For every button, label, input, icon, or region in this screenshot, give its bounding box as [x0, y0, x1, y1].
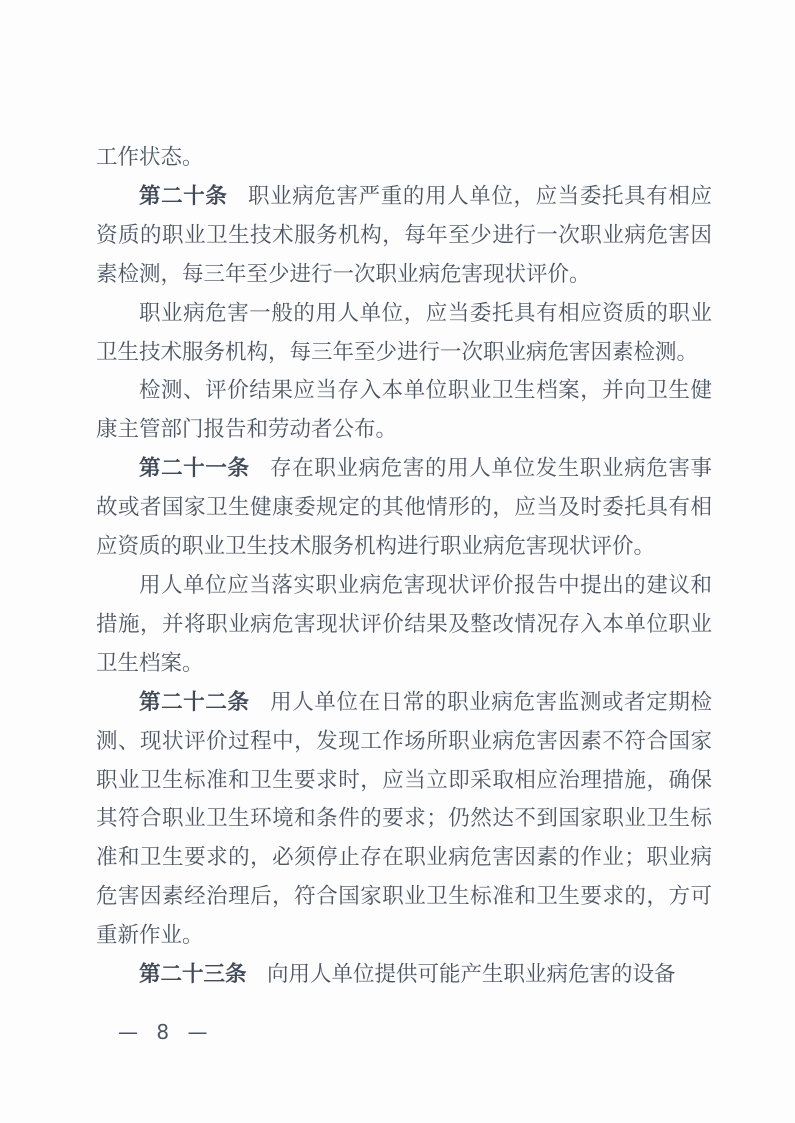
paragraph-article-20: [96, 178, 712, 295]
article-heading: 第二十条: [139, 183, 228, 209]
article-heading: 第二十二条: [139, 689, 250, 715]
article-heading: 第二十三条: [139, 962, 247, 988]
page-number: — 8 —: [118, 1020, 209, 1044]
paragraph-continuation: [96, 139, 712, 178]
paragraph-text: 职业病危害严重的用人单位，应当委托具有相应资质的职业卫生技术服务机构，每年至少进行一次职业病危害因素检测，每三年至少进行一次职业病危害现状评价。: [96, 183, 712, 287]
paragraph-article-22: [96, 684, 712, 956]
paragraph-text: 向用人单位提供可能产生职业病危害的设备: [266, 962, 676, 988]
paragraph: [96, 372, 712, 450]
paragraph-text: 工作状态。: [96, 145, 204, 170]
paragraph-text: 职业病危害一般的用人单位，应当委托具有相应资质的职业卫生技术服务机构，每三年至少进行一次职业病危害因素检测。: [96, 300, 712, 365]
paragraph-text: 用人单位应当落实职业病危害现状评价报告中提出的建议和措施，并将职业病危害现状评价结果及整改情况存入本单位职业卫生档案。: [96, 572, 712, 676]
paragraph: [96, 295, 712, 373]
paragraph-text: 用人单位在日常的职业病危害监测或者定期检测、现状评价过程中，发现工作场所职业病危害因素不符合国家职业卫生标准和卫生要求时，应当立即采取相应治理措施，确保其符合职业卫生环境和条件的要求；仍然达不到国家职业卫生标准和卫生要求的，必须停止存在职业病危害因素的作业；职业病危害因素经治理后，符合国家职业卫生标准和卫生要求的，方可重新作业。: [96, 689, 712, 949]
article-heading: 第二十一条: [139, 456, 250, 482]
paragraph-text: 检测、评价结果应当存入本单位职业卫生档案，并向卫生健康主管部门报告和劳动者公布。: [96, 378, 712, 443]
paragraph-article-21: [96, 450, 712, 567]
paragraph: [96, 567, 712, 684]
document-text-block: [96, 139, 712, 995]
paragraph-text: 存在职业病危害的用人单位发生职业病危害事故或者国家卫生健康委规定的其他情形的，应当及时委托具有相应资质的职业卫生技术服务机构进行职业病危害现状评价。: [96, 456, 712, 560]
paragraph-article-23: [96, 956, 712, 995]
